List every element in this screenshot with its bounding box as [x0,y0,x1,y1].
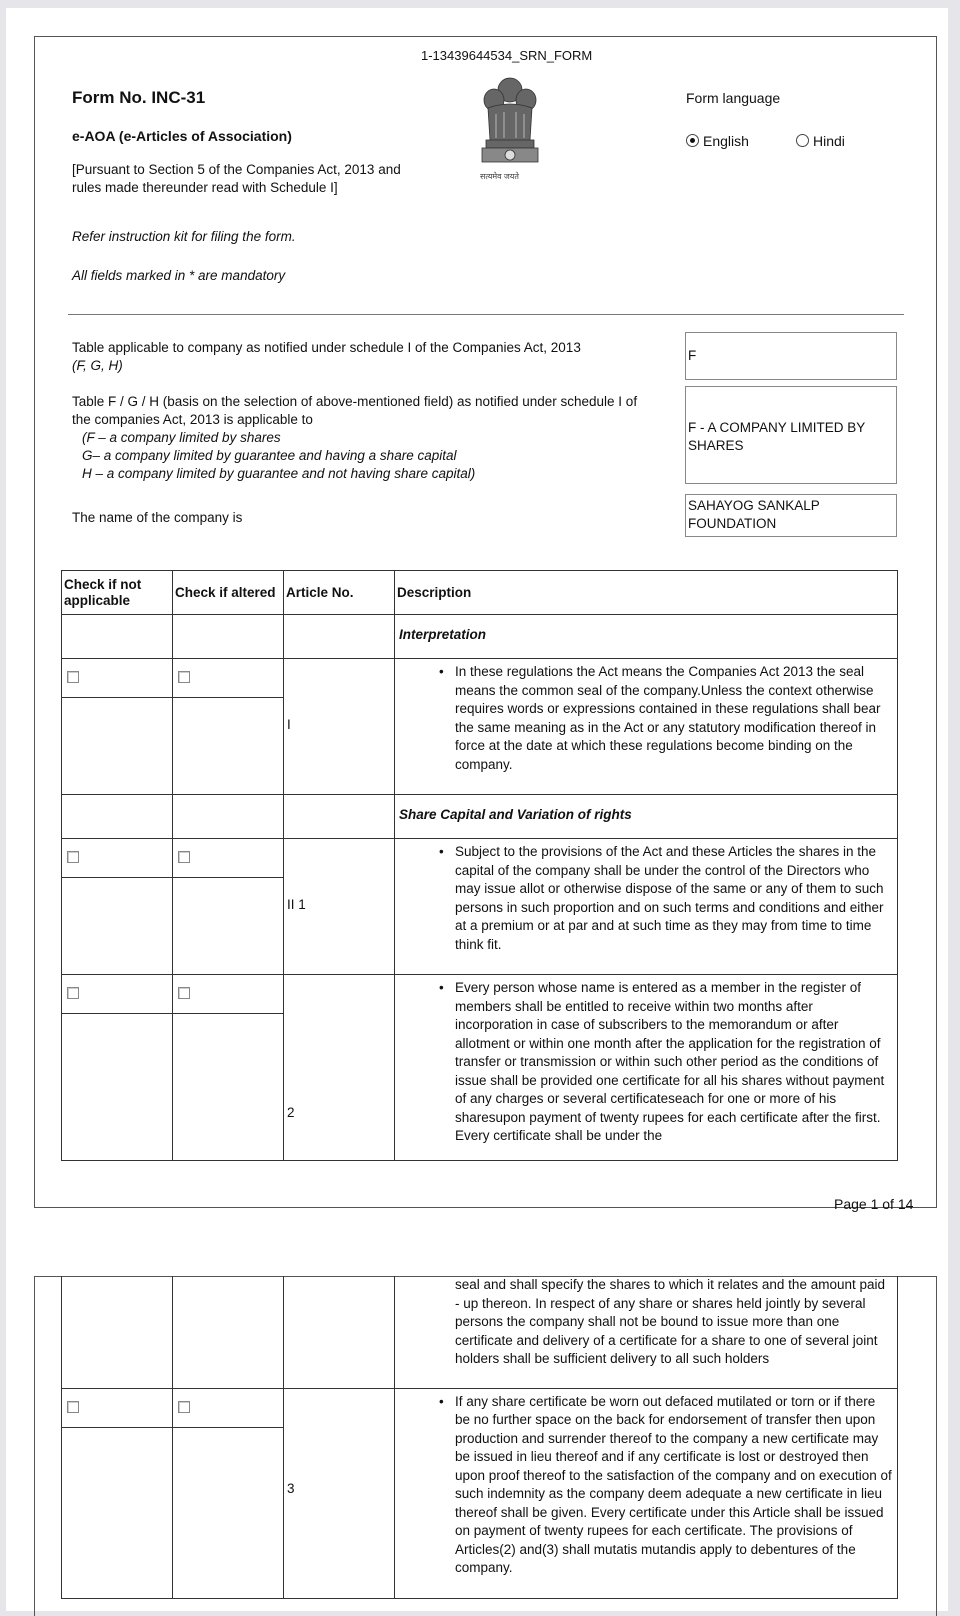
form-title: e-AOA (e-Articles of Association) [72,128,292,144]
pursuant-note: [Pursuant to Section 5 of the Companies Act, 2013 and rules made thereunder read with Schedule I] [72,162,401,195]
form-language-label: Form language [686,90,781,106]
table-row [62,659,898,795]
radio-label-hindi: Hindi [813,133,845,149]
article-description-continued: seal and shall specify the shares to which it relates and the amount paid - up thereon. In respect of any share or shares held jointly by several persons the company shall not be bound to issue more than one certificate and delivery of a certificate for a share to one of several joint holders shall be sufficient delivery to all such holders [455,1277,886,1366]
table-row [62,1276,898,1388]
article-number: II 1 [287,897,306,912]
page-number: Page 1 of 14 [834,1196,914,1212]
instruction-note: Refer instruction kit for filing the form. [72,229,296,244]
article-description: • In these regulations the Act means the Companies Act 2013 the seal means the common seal of the company.Unless the context otherwise requires words or expressions contained in these regulations shall bear the same meaning as in the Act or any statutory modification thereof in force at the date at which these regulations become binding on the company. [439,664,881,772]
section-title: Interpretation [399,627,487,642]
table-row [62,839,898,975]
not-applicable-checkbox[interactable] [67,1401,79,1413]
language-radio-hindi[interactable] [796,133,845,149]
mandatory-note: All fields marked in * are mandatory [72,268,286,283]
radio-unselected-icon [796,134,809,147]
header-not-applicable: Check if not applicable [62,571,173,615]
form-page-2 [6,1248,948,1611]
article-description: • If any share certificate be worn out defaced mutilated or torn or if there be no further space on the back for endorsement of transfer then upon production and surrender thereof to the company a new certificate may be issued in lieu thereof and if any certificate is lost or destroyed then upon proof thereof to the satisfaction of the company and on execution of such indemnity as the company deem adequate a new certificate in lieu thereof shall be given. Every certificate under this Article shall be issued on payment of twenty rupees for each certificate. The provisions of Articles(2) and(3) shall mutatis mutandis apply to debentures of the company. [439,1393,892,1575]
radio-label-english: English [703,133,749,149]
section-title: Share Capital and Variation of rights [399,807,632,822]
articles-table-continued [61,1276,898,1599]
article-number: I [287,717,291,732]
altered-checkbox[interactable] [178,671,190,683]
table-fgh-label: Table F / G / H (basis on the selection of above-mentioned field) as notified under schedule I of the companies Act, 2013 is applicable to (F – a company limited by shares G– a company limited by guarantee and having a share capital H – a company limited by guarantee and not having share capital) [72,394,638,481]
section-row-interpretation [62,615,898,659]
company-name-field[interactable]: SAHAYOG SANKALP FOUNDATION [685,494,897,537]
emblem-caption: सत्यमेव जयते [480,172,519,181]
altered-checkbox[interactable] [178,851,190,863]
article-description: • Every person whose name is entered as a member in the register of members shall be entitled to receive within two months after incorporation in case of subscribers to the memorandum or after allotment or within one month after the application for the registration of transfer or transmission or within such other period as the conditions of issue shall be provided one certificate for all his shares without payment of any charges or several certificateseach for one or more of his sharesupon payment of twenty rupees for each certificate after the first. Every certificate shall be under the [439,980,885,1143]
form-number: Form No. INC-31 [72,88,206,107]
article-number: 2 [287,1105,295,1120]
section-row-share-capital [62,795,898,839]
company-name-label: The name of the company is [72,510,243,525]
table-header-row [62,571,898,615]
table-applicable-label: Table applicable to company as notified under schedule I of the Companies Act, 2013 (F, G, H) [72,340,581,373]
table-fgh-field[interactable]: F - A COMPANY LIMITED BY SHARES [685,386,897,484]
articles-table [61,570,898,1161]
not-applicable-checkbox[interactable] [67,671,79,683]
article-description: • Subject to the provisions of the Act and these Articles the shares in the capital of the company shall be under the control of the Directors who may issue allot or otherwise dispose of the same or any of them to such persons in such proportion and on such terms and conditions and either at a premium or at par and at such time as they may from time to time think fit. [439,844,884,952]
srn-number: 1-13439644534_SRN_FORM [421,48,593,63]
header-altered: Check if altered [173,571,284,615]
header-divider [68,314,904,315]
not-applicable-checkbox[interactable] [67,987,79,999]
article-number: 3 [287,1480,295,1496]
altered-checkbox[interactable] [178,1401,190,1413]
header-description: Description [395,571,898,615]
table-row [62,1388,898,1598]
header-article-no: Article No. [284,571,395,615]
not-applicable-checkbox[interactable] [67,851,79,863]
table-applicable-field[interactable]: F [685,332,897,380]
language-radio-english[interactable] [686,133,749,149]
radio-selected-icon [686,134,699,147]
table-row [62,975,898,1161]
altered-checkbox[interactable] [178,987,190,999]
